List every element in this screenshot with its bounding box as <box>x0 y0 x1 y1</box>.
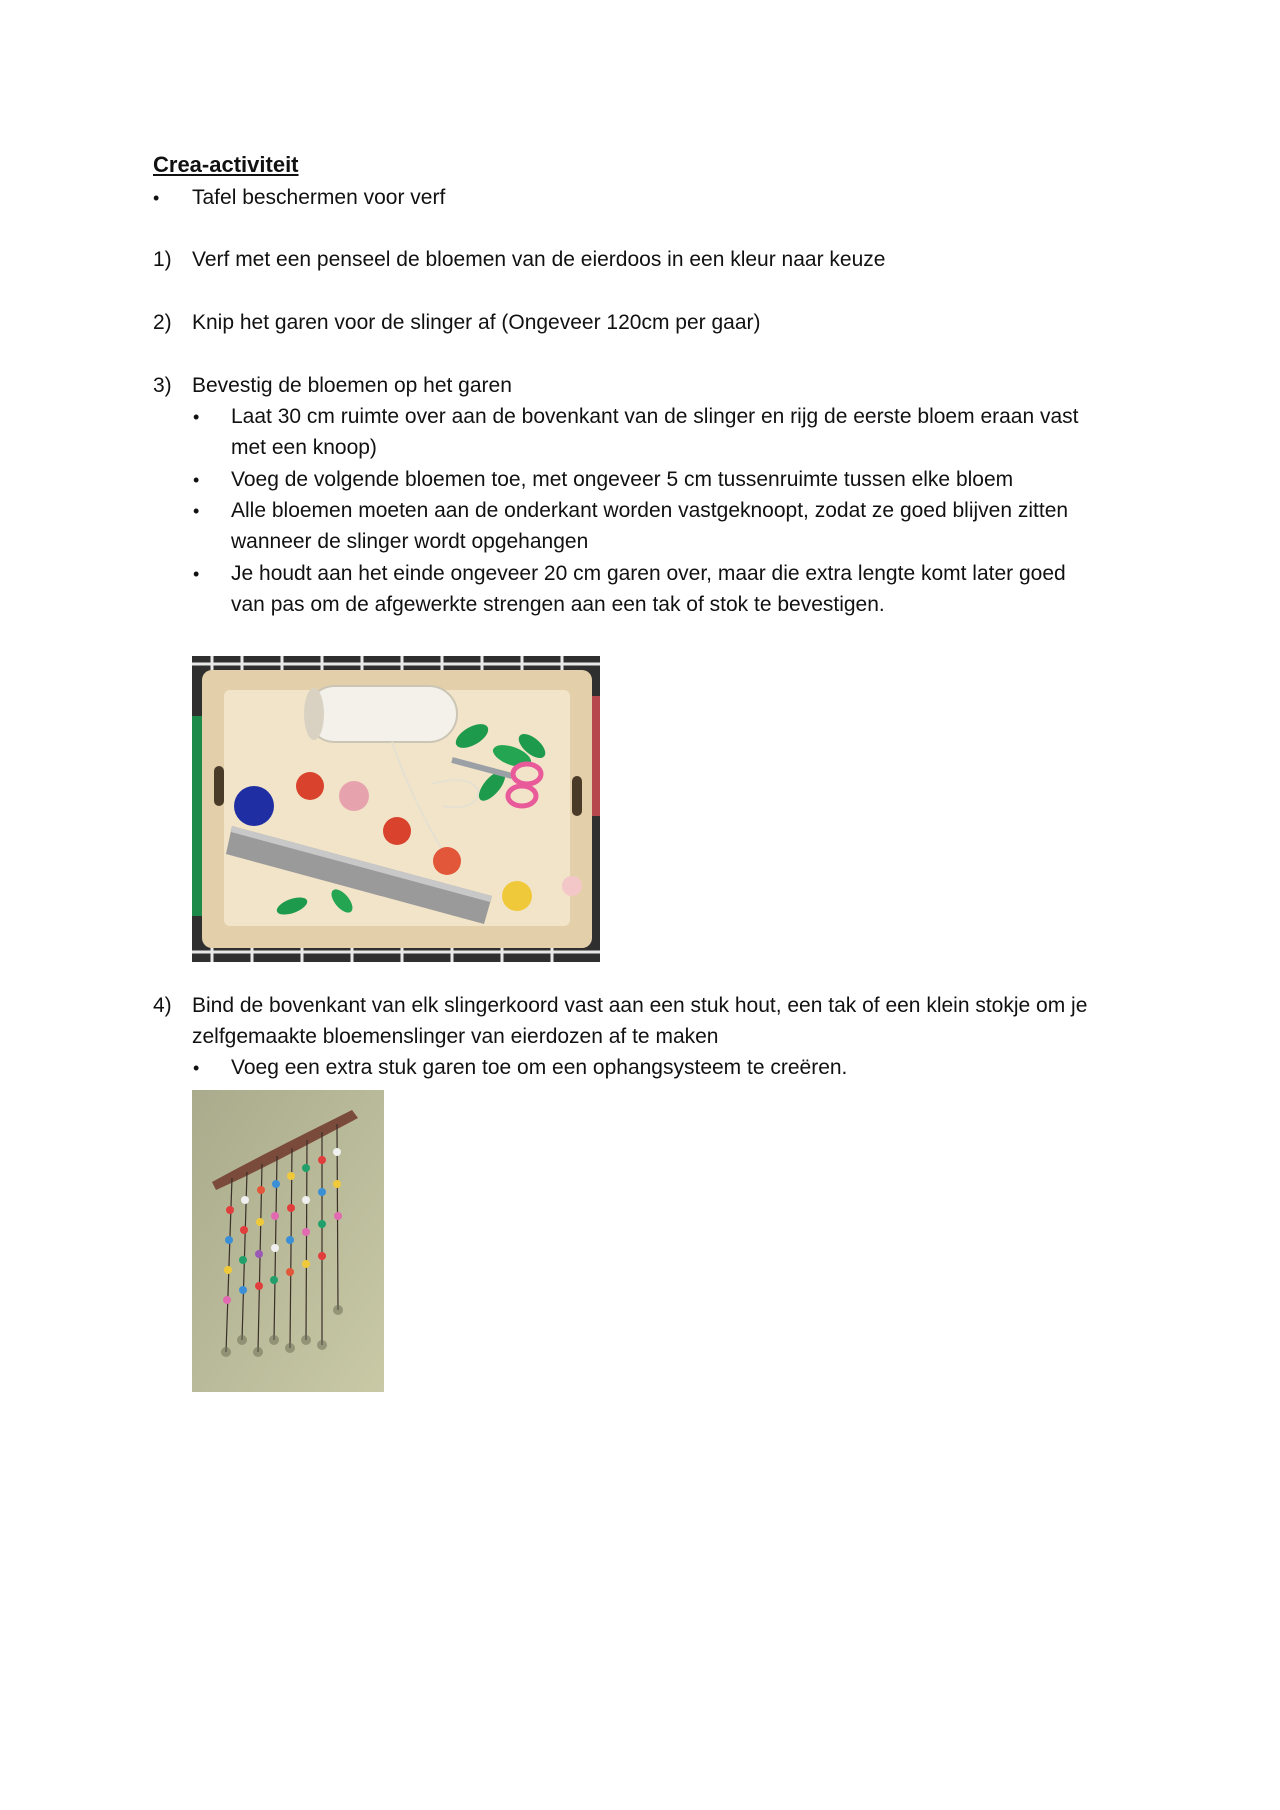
step-3-subitem-4-line-2: van pas om de afgewerkte strengen aan een tak of stok te bevestigen. <box>231 593 885 616</box>
step-3-subitem-1-line-1: Laat 30 cm ruimte over aan de bovenkant van de slinger en rijg de eerste bloem eraan vast <box>231 405 1079 428</box>
step-2-number: 2) <box>153 311 172 334</box>
bullet-marker: • <box>193 470 200 490</box>
step-3-text: Bevestig de bloemen op het garen <box>192 374 512 397</box>
intro-bullet-text: Tafel beschermen voor verf <box>192 186 446 209</box>
bullet-marker: • <box>193 407 200 427</box>
step-4-text-line-1: Bind de bovenkant van elk slingerkoord vast aan een stuk hout, een tak of een klein stokje om je <box>192 994 1088 1017</box>
step-1-text: Verf met een penseel de bloemen van de eierdoos in een kleur naar keuze <box>192 248 886 271</box>
step-4-text-line-2: zelfgemaakte bloemenslinger van eierdozen af te maken <box>192 1025 719 1048</box>
bullet-marker: • <box>193 501 200 521</box>
step-1-number: 1) <box>153 248 172 271</box>
step-4-number: 4) <box>153 994 172 1017</box>
step-2-text: Knip het garen voor de slinger af (Ongeveer 120cm per gaar) <box>192 311 761 334</box>
page-title: Crea-activiteit <box>153 152 299 177</box>
flower-garland-photo <box>192 1090 384 1392</box>
step-3-subitem-3-line-2: wanneer de slinger wordt opgehangen <box>231 530 589 553</box>
step-3-number: 3) <box>153 374 172 397</box>
step-3-subitem-1-line-2: met een knoop) <box>231 436 377 459</box>
craft-supplies-photo <box>192 656 600 962</box>
step-4-subitem-1: Voeg een extra stuk garen toe om een ophangsysteem te creëren. <box>231 1056 848 1079</box>
bullet-marker: • <box>193 564 200 584</box>
step-3-subitem-4-line-1: Je houdt aan het einde ongeveer 20 cm garen over, maar die extra lengte komt later goed <box>231 562 1066 585</box>
bullet-marker: • <box>193 1058 200 1078</box>
step-3-subitem-2: Voeg de volgende bloemen toe, met ongeveer 5 cm tussenruimte tussen elke bloem <box>231 468 1014 491</box>
step-3-subitem-3-line-1: Alle bloemen moeten aan de onderkant worden vastgeknoopt, zodat ze goed blijven zitten <box>231 499 1069 522</box>
bullet-marker: • <box>153 188 160 208</box>
